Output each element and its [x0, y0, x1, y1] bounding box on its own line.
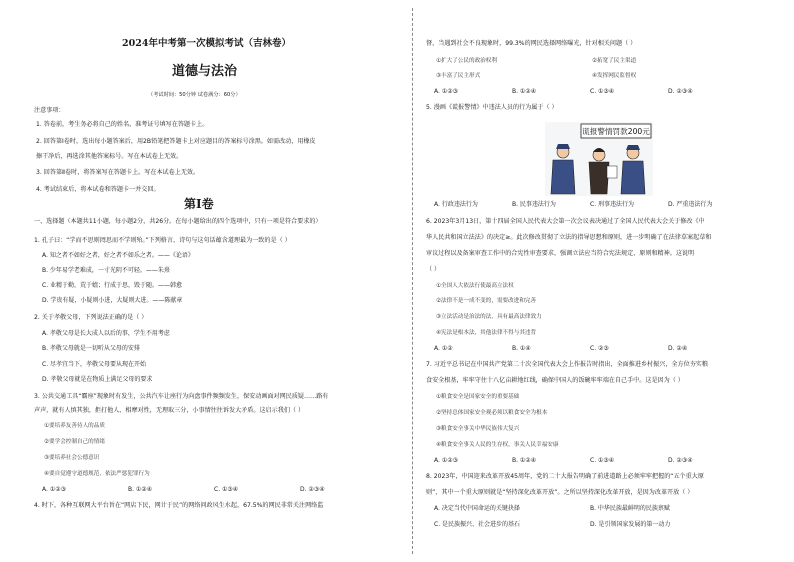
column-divider	[412, 8, 413, 554]
notice-line: 2. 回答第Ⅰ卷时，选出每小题答案后，用2B铅笔把答题卡上对应题目的答案标号涂黑。如需改动，用橡皮	[36, 138, 316, 145]
question-stem: 食安全根基，牢牢守住十八亿亩耕地红线，确保中国人的饭碗牢牢端在自己手中。这是因为（ ）	[426, 377, 684, 384]
answer-option: C. ①③④	[590, 457, 615, 464]
answer-option: B. ①④	[512, 345, 531, 352]
statement-item: ④发挥网民监督权	[592, 73, 637, 79]
question-stem: 华人民共和国立法法》的决定≥。此次修改贯彻了立法的指导思想和原则，进一步明确了在法律草案起草和	[426, 234, 712, 241]
notice-line: 擦干净后，再选涂其他答案标号。写在本试卷上无效。	[36, 153, 183, 160]
answer-option: C. ②③	[590, 345, 609, 352]
statement-item: ②法律不是一成不变的，需要改进和完善	[436, 298, 537, 304]
statement-item: ①扩大了公民的政治权利	[436, 58, 497, 64]
answer-option: C. ①③④	[214, 486, 239, 493]
statement-item: ④要自觉遵守道德规范，依法严惩犯罪行为	[44, 471, 150, 477]
statement-item: ①全国人大依法行使最高立法权	[436, 283, 514, 289]
question-stem: 督，当遇到社会不良现象时，99.3%的网民选择网络曝光，针对相关问题（ ）	[426, 40, 637, 47]
answer-option: D. ②③④	[668, 457, 693, 464]
exam-meta: （考试时间：50分钟 试卷满分：60分）	[148, 92, 241, 98]
question-stem: 5. 漫画《谎报警情》中违法人员的行为属于（ ）	[426, 104, 558, 111]
statement-item: ②要学会控制自己的情绪	[44, 439, 105, 445]
answer-option: C. 是民族振兴、社会进步的基石	[434, 521, 521, 528]
answer-option: A. ①②③	[434, 88, 458, 95]
statement-item: ①要培养友善待人的品质	[44, 423, 105, 429]
answer-option: A. ①②③	[42, 486, 66, 493]
question-stem: 声声，就有人慎其独，拒打他人、相摩对性，无理取三分，小事情往往诉发大矛盾。这启示我们（ ）	[34, 407, 305, 414]
answer-option: D. 学贵有疑，小疑则小进，大疑则大进。——陈献章	[42, 297, 183, 304]
answer-option: B. ①②④	[512, 457, 537, 464]
answer-option: A. ①②③	[434, 457, 458, 464]
statement-item: ②坚持总体国家安全观必须以粮食安全为根本	[436, 410, 548, 416]
answer-option: C. 尽孝宜当下，孝敬父母要从现在开始	[42, 361, 147, 368]
question-stem: 4. 时下，各种互联网大平台旨在“网店下民，网计于民”的网络问政风生水起，67.5%的网民非常关注网络监	[34, 502, 324, 509]
answer-option: A. 决定当代中国命运的关键抉择	[434, 505, 520, 512]
right-column-lower	[418, 0, 794, 562]
answer-option: D. 是引领国家发展的第一动力	[590, 521, 671, 528]
statement-item: ④宪法是根本法，其他法律不得与其违背	[436, 330, 537, 336]
subject-title: 道德与法治	[172, 64, 238, 79]
answer-option: C. 业精于勤，荒于嬉；行成于思，毁于随。——韩愈	[42, 282, 183, 289]
cartoon-sign-text: 谎报警情罚款200元	[582, 127, 650, 136]
question-stem: 7. 习近平总书记在中国共产党第二十次全国代表大会上作报告时指出，全面推进乡村振兴，全方位夯实粮	[426, 361, 708, 368]
answer-option: C. 刑事违法行为	[590, 201, 635, 208]
answer-option: B. 中华民族最鲜明的民族禀赋	[590, 505, 670, 512]
notice-line: 3. 回答第Ⅱ卷时，将答案写在答题卡上。写在本试卷上无效。	[36, 169, 200, 176]
statement-item: ④粮食安全事关人民的生存权，事关人民幸福安康	[436, 442, 559, 448]
notice-line: 1. 答卷前，考生务必将自己的姓名、准考证号填写在答题卡上。	[36, 121, 209, 128]
exam-title: 2024年中考第一次模拟考试（吉林卷）	[122, 38, 291, 49]
answer-option: C. ①③④	[590, 88, 615, 95]
answer-option: B. 民事违法行为	[512, 201, 556, 208]
section-intro: 一、选择题（本题共11小题，每小题2分，共26分。在每小题给出的四个选项中，只有一项是符合要求的）	[34, 218, 322, 225]
answer-option: D. ②③④	[300, 486, 325, 493]
notice-line: 4. 考试结束后，将本试卷和答题卡一并交回。	[36, 186, 160, 193]
answer-option: D. 严重违法行为	[668, 201, 713, 208]
question-stem: 6. 2023年3月13日，第十四届全国人民代表大会第一次会议表决通过了全国人民代表大会关于修改《中	[426, 218, 705, 225]
answer-option: B. 少年易学老难成，一寸光阴不可轻。——朱熹	[42, 267, 170, 274]
question-stem: 8. 2023年，中国迎来改革开放45周年，党的二十大报告明确了前进道路上必须牢牢把握的“五个重大原	[426, 473, 704, 480]
answer-option: A. 知之者不如好之者，好之者不如乐之者。——《论语》	[42, 252, 194, 259]
question-stem: （ ）	[426, 266, 441, 273]
question-stem: 则”，其中一个重大原则就是“坚持深化改革开放”。之所以坚持深化改革开放，是因为改革开放（ ）	[426, 489, 694, 496]
answer-option: B. 孝敬父母就是一切听从父母的安排	[42, 345, 140, 352]
answer-option: A. 行政违法行为	[434, 201, 478, 208]
answer-option: D. ②④	[668, 345, 688, 352]
statement-item: ①粮食安全是国家安全的重要基础	[436, 394, 520, 400]
statement-item: ③丰富了民主形式	[436, 73, 481, 79]
question-stem: 审议过程以及备案审查工作中的合宪性审查要求，强调立法应当符合宪法规定、原则和精神。这说明	[426, 250, 695, 257]
statement-item: ③立法活动是治法的法，具有最高法律效力	[436, 314, 542, 320]
notice-heading: 注意事项：	[34, 107, 65, 114]
answer-option: B. ①②④	[512, 88, 537, 95]
question-stem: 2. 关于孝敬父母，下列说法正确的是（ ）	[34, 314, 148, 321]
statement-item: ③要培养社会公德意识	[44, 455, 100, 461]
answer-option: D. 孝敬父母就是在物质上满足父母的要求	[42, 376, 153, 383]
answer-option: A. ①②	[434, 345, 453, 352]
statement-item: ③粮食安全事关中华民族伟大复兴	[436, 426, 520, 432]
answer-option: B. ①②④	[128, 486, 153, 493]
question-stem: 1. 孔子曰：“学而不思则罔思而不学则殆。”下列格言、诗句与这句话蕴含道理最为一致的是（ ）	[34, 237, 291, 244]
answer-option: A. 孝敬父母是长大成人以后的事，学生不用考虑	[42, 330, 170, 337]
question-stem: 3. 公共交通工具“霸座”现象时有发生，公共汽车让座行为向盘事件频频发生，保安动画面对网民质疑……路有	[34, 393, 329, 400]
statement-item: ②拓宽了民主渠道	[592, 58, 637, 64]
answer-option: D. ②③④	[668, 88, 693, 95]
section-title: 第Ⅰ卷	[184, 197, 214, 211]
